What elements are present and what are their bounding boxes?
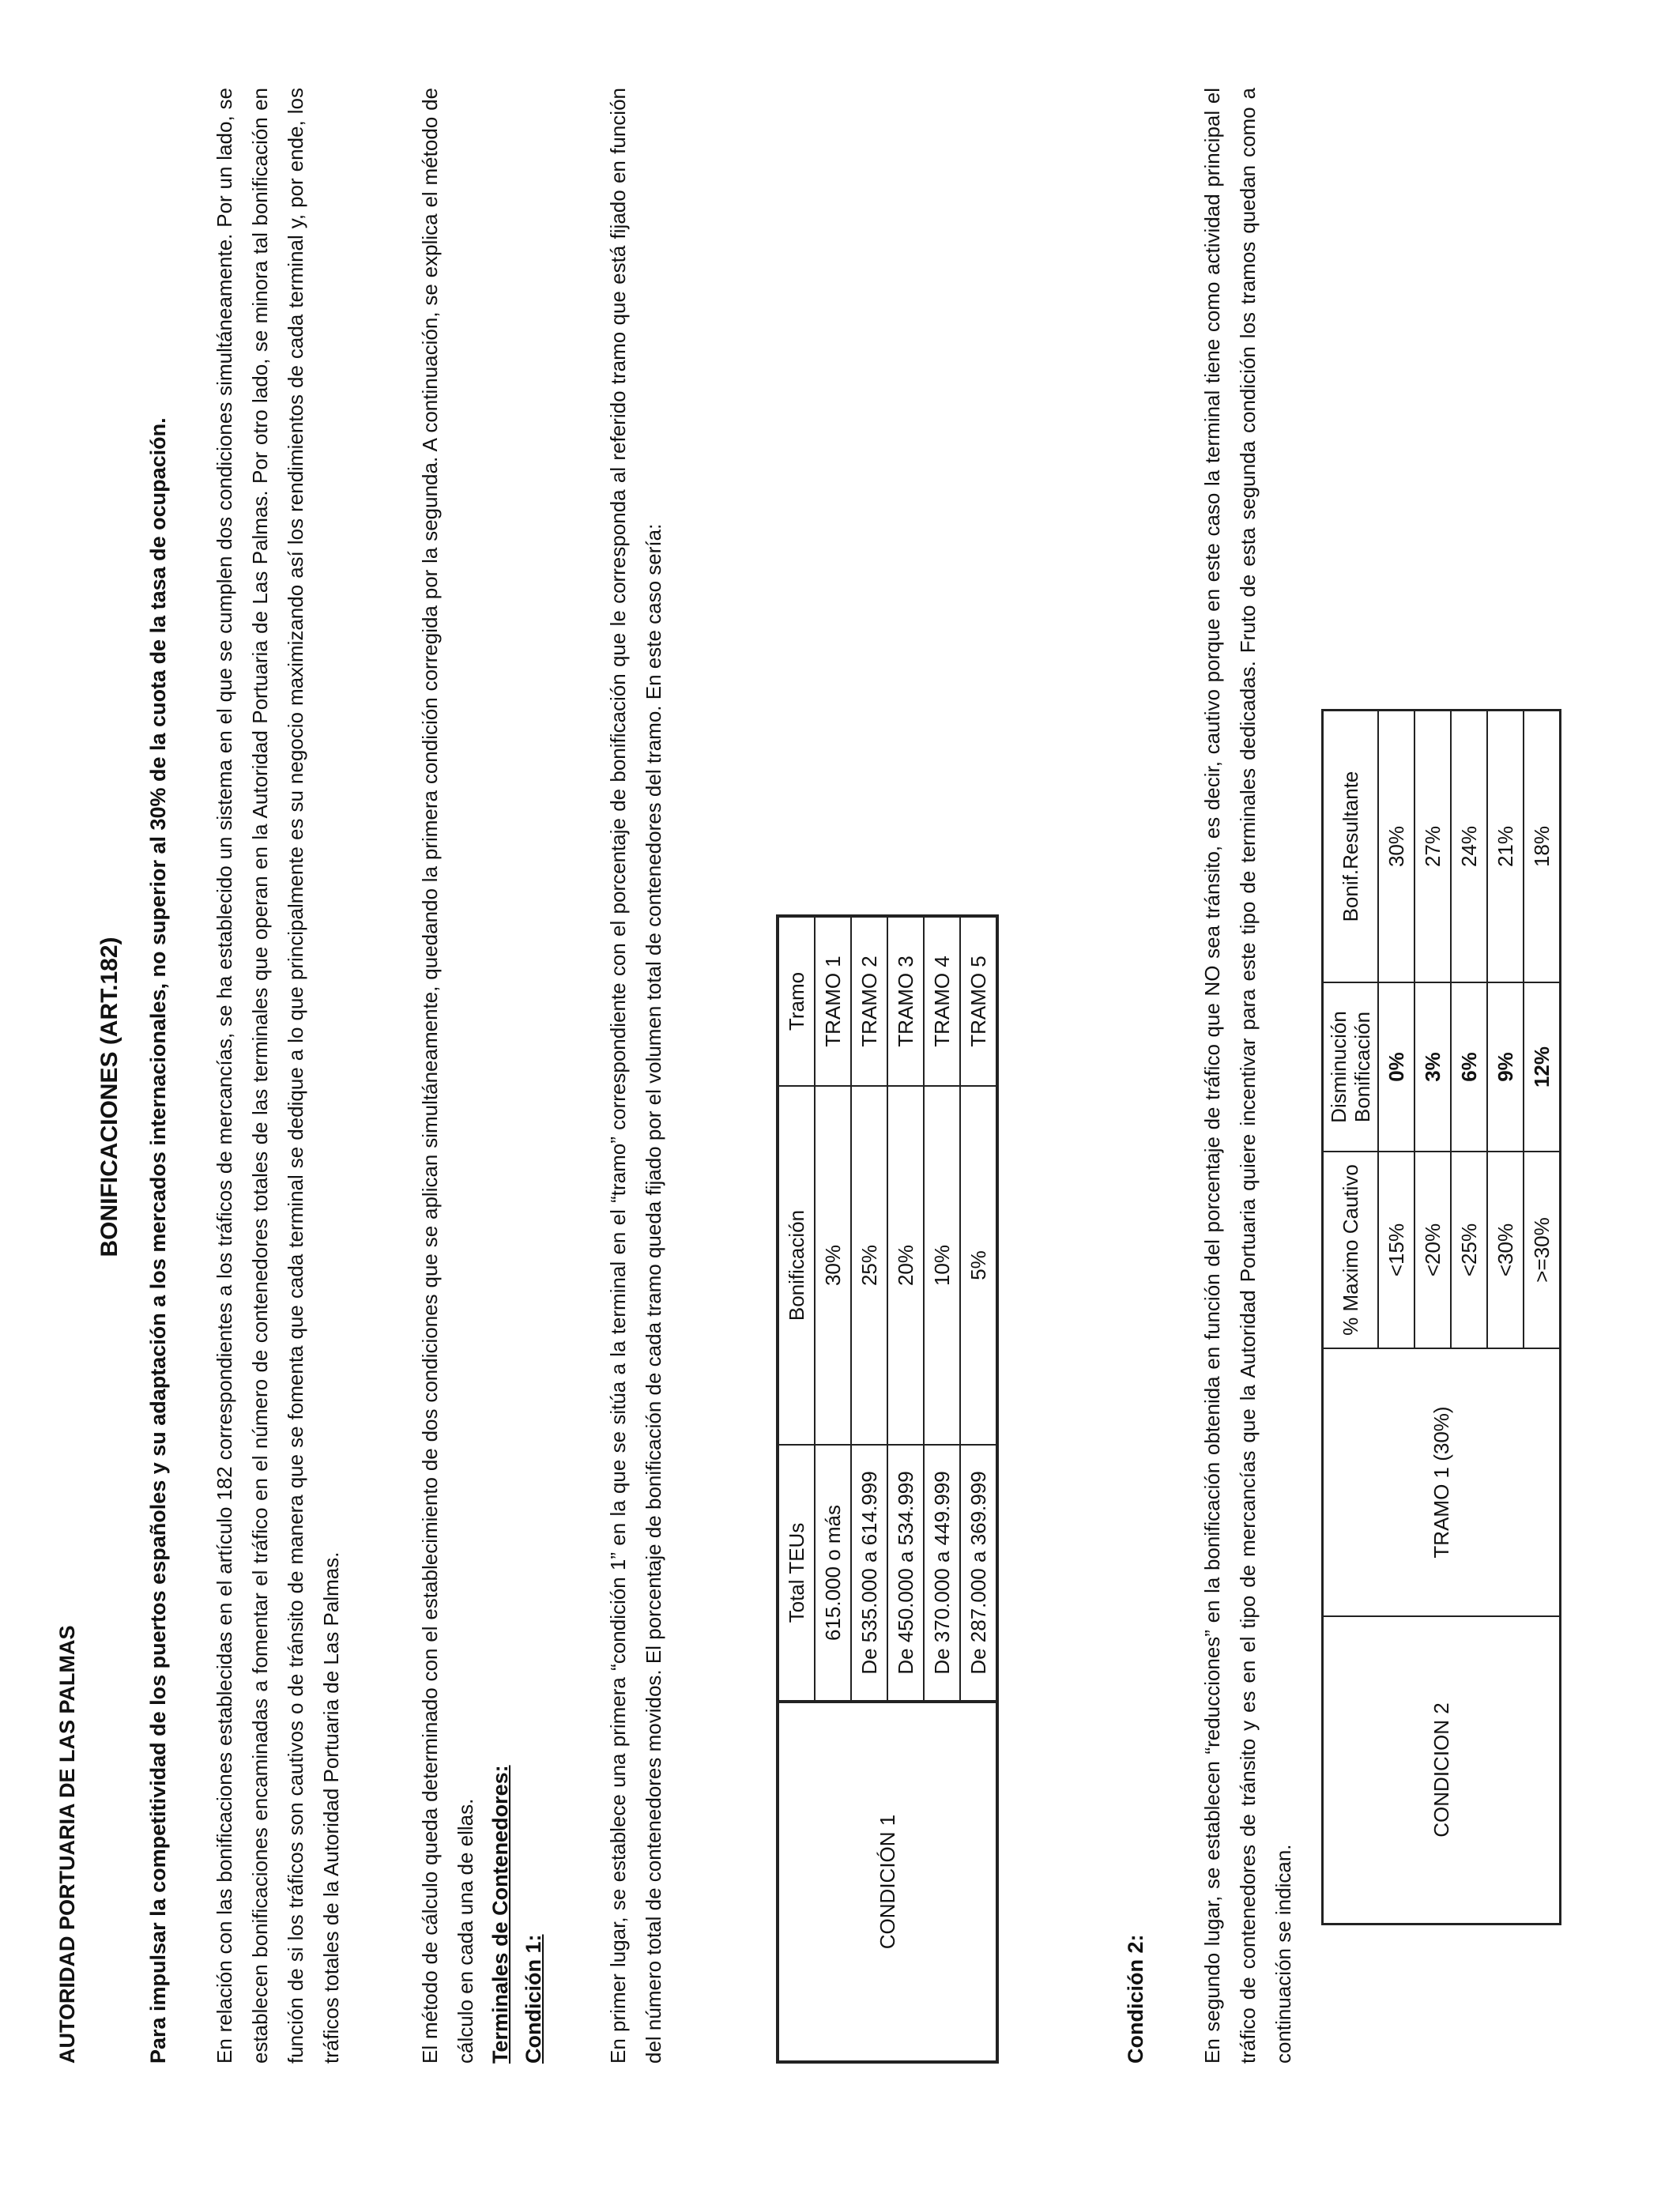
- table-cell: >=30%: [1524, 1152, 1561, 1348]
- table-cell: De 450.000 a 534.999: [887, 1445, 924, 1702]
- condition2-table: [1321, 709, 1561, 1925]
- table-cell: 27%: [1414, 711, 1451, 983]
- table-header-cell: Total TEUs: [778, 1445, 815, 1702]
- table-cell: 3%: [1414, 982, 1451, 1152]
- table-header-cell: Bonif.Resultante: [1323, 711, 1379, 983]
- table-cell: <25%: [1451, 1152, 1487, 1348]
- table-cell: 25%: [851, 1086, 887, 1445]
- table-header-cell: Disminución Bonificación: [1323, 982, 1379, 1152]
- table-cell: 21%: [1487, 711, 1524, 983]
- table-cell: <30%: [1487, 1152, 1524, 1348]
- table-cell: 6%: [1451, 982, 1487, 1152]
- table-cell: TRAMO 1: [815, 916, 851, 1086]
- table-cell: 5%: [960, 1086, 997, 1445]
- table-cell: TRAMO 4: [924, 916, 960, 1086]
- table-cell: TRAMO 5: [960, 916, 997, 1086]
- table-cell: TRAMO 3: [887, 916, 924, 1086]
- org-header: AUTORIDAD PORTUARIA DE LAS PALMAS: [55, 1625, 79, 2064]
- table-cell: 30%: [1378, 711, 1414, 983]
- table-header-row: [778, 916, 815, 2062]
- condition1-label: CONDICIÓN 1: [778, 1702, 997, 2062]
- table-cell: 18%: [1524, 711, 1561, 983]
- table-cell: <15%: [1378, 1152, 1414, 1348]
- section-condition2-heading: Condición 2:: [1124, 1934, 1147, 2064]
- table-cell: 12%: [1524, 982, 1561, 1152]
- table-cell: 10%: [924, 1086, 960, 1445]
- lead-statement: Para impulsar la competitividad de los puertos españoles y su adaptación a los mercados internacionales, no superior al 30% de la cuota de la tasa de ocupación.: [146, 417, 170, 2064]
- table-cell: 9%: [1487, 982, 1524, 1152]
- table-cell: De 535.000 a 614.999: [851, 1445, 887, 1702]
- condition1-paragraph: En primer lugar, se establece una primera “condición 1” en la que se sitúa a la terminal en el “tramo” correspondiente con el porcentaje de bonificación que le corresponda al referido tramo que está fijado en función del número total de contenedores movidos. El porcentaje de bonificación de cada tramo queda fijado por el volumen total de contenedores del tramo. En este caso sería:: [606, 88, 665, 2064]
- table-cell: 24%: [1451, 711, 1487, 983]
- intro-paragraph: En relación con las bonificaciones establecidas en el artículo 182 correspondientes a los tráficos de mercancías, se ha establecido un sistema en el que se cumplen dos condiciones simultáneamente. Por un lado, se establecen bonificaciones encaminadas a fomentar el tráfico en el número de contenedores totales de las terminales que operan en la Autoridad Portuaria de Las Palmas. Por otro lado, se minora tal bonificación en función de si los tráficos son cautivos o de tránsito de manera que se fomenta que cada terminal se dedique a lo que principalmente es su negocio maximizando así los rendimientos de cada terminal y, por ende, los tráficos totales de la Autoridad Portuaria de Las Palmas.: [213, 88, 343, 2064]
- table-cell: TRAMO 2: [851, 916, 887, 1086]
- table-cell: 20%: [887, 1086, 924, 1445]
- table-cell: 0%: [1378, 982, 1414, 1152]
- table-cell: 30%: [815, 1086, 851, 1445]
- section-condition1-heading: Condición 1:: [522, 1934, 545, 2064]
- table-header-cell: Bonificación: [778, 1086, 815, 1445]
- page-title: BONIFICACIONES (ART.182): [96, 937, 122, 1257]
- condition1-table: [776, 914, 999, 2064]
- table-header-cell: % Maximo Cautivo: [1323, 1152, 1379, 1348]
- table-header-cell: Tramo: [778, 916, 815, 1086]
- condition2-paragraph: En segundo lugar, se establecen “reducciones” en la bonificación obtenida en función del porcentaje de tráfico que NO sea tránsito, es decir, cautivo porque en este caso la terminal tiene como actividad principal el tráfico de contenedores de tránsito y es en el tipo de mercancías que la Autoridad Portuaria quiere incentivar para este tipo de terminales dedicadas. Fruto de esta segunda condición los tramos quedan como a continuación se indican.: [1200, 88, 1295, 2064]
- table-header-row: [1323, 711, 1379, 1924]
- table-cell: De 370.000 a 449.999: [924, 1445, 960, 1702]
- table-cell: De 287.000 a 369.999: [960, 1445, 997, 1702]
- tramo-label: TRAMO 1 (30%): [1323, 1348, 1561, 1616]
- table-cell: 615.000 o más: [815, 1445, 851, 1702]
- section-terminals-heading: Terminales de Contenedores:: [488, 1765, 512, 2064]
- condition2-label: CONDICION 2: [1323, 1616, 1561, 1924]
- method-paragraph: El método de cálculo queda determinado con el establecimiento de dos condiciones que se aplican simultáneamente, quedando la primera condición corregida por la segunda. A continuación, se explica el método de cálculo en cada una de ellas.: [418, 88, 477, 2064]
- table-cell: <20%: [1414, 1152, 1451, 1348]
